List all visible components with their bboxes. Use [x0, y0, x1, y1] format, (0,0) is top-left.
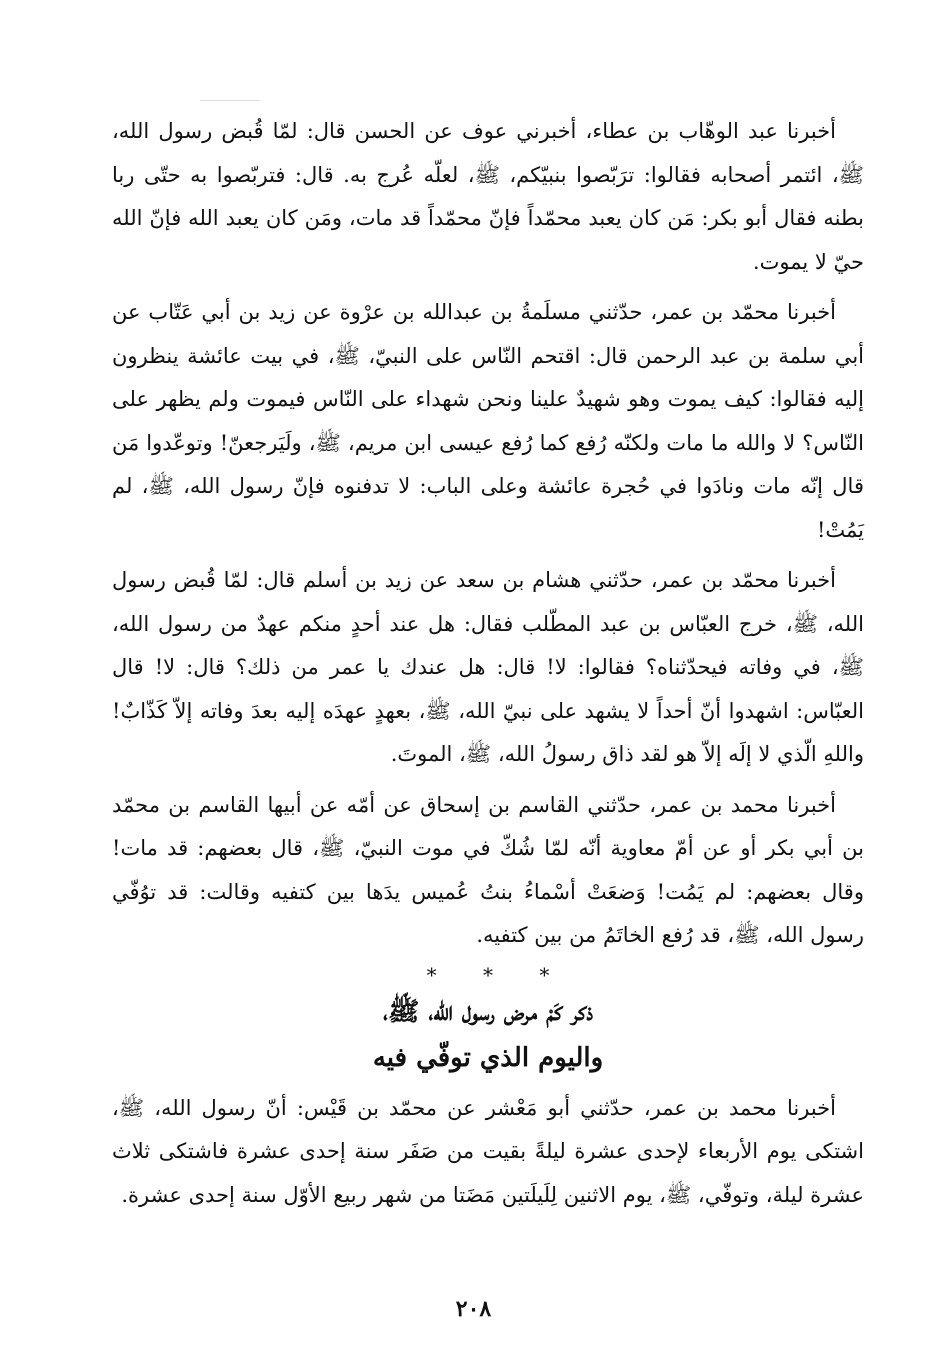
section-heading-line-1: ذكر كَمْ مرض رسول الله، ﷺ، — [382, 996, 594, 1027]
paragraph-4: أخبرنا محمد بن عمر، حدّثني القاسم بن إسحاق عن أمّه عن أبيها القاسم بن محمّد بن أبي بكر أو عن أمّ معاوية أنّه لمّا شُكّ في موت النبيّ، ﷺ، قال بعضهم: قد مات! وقال بعضهم: لم يَمُت! وَضعَتْ أسْماءُ بنتُ عُميس يدَها بين كتفيه وقالت: قد توُفّي رسول الله، ﷺ، قد رُفع الخاتَمُ من بين كتفيه. — [112, 792, 864, 947]
paragraph-1: أخبرنا عبد الوهّاب بن عطاء، أخبرني عوف عن الحسن قال: لمّا قُبض رسول الله، ﷺ، ائتمر أصحابه فقالوا: ترَبّصوا بنبيّكم، ﷺ، لعلّه عُرج به. قال: فتربّصوا به حتّى ربا بطنه فقال أبو بكر: مَن كان يعبد محمّداً فإنّ محمّداً قد مات، ومَن كان يعبد الله فإنّ الله حيّ لا يموت. — [112, 119, 864, 274]
paragraph-2: أخبرنا محمّد بن عمر، حدّثني مسلَمةُ بن عبدالله بن عرْوة عن زيد بن أبي عَتّاب عن أبي سلمة بن عبد الرحمن قال: اقتحم النّاس على النبيّ، ﷺ، في بيت عائشة ينظرون إليه فقالوا: كيف يموت وهو شهيدٌ علينا ونحن شهداء على النّاس فيموت ولم يظهر على النّاس؟ لا والله ما مات ولكنّه رُفع كما رُفع عيسى ابن مريم، ﷺ، ولَيَرجعنّ! وتوعّدوا مَن قال إنّه مات ونادَوا في حُجرة عائشة وعلى الباب: لا تدفنوه فإنّ رسول الله، ﷺ، لم يَمُتْ! — [112, 300, 864, 542]
page-number: ٢٠٨ — [455, 1296, 492, 1322]
section-heading-line-2: واليوم الذي توفّي فيه — [372, 1042, 604, 1073]
section-separator: * * * — [426, 962, 550, 987]
page-scan-mark — [200, 100, 260, 101]
paragraph-3: أخبرنا محمّد بن عمر، حدّثني هشام بن سعد عن زيد بن أسلم قال: لمّا قُبض رسول الله، ﷺ، خرج العبّاس بن عبد المطّلب فقال: هل عند أحدٍ منكم عهدٌ من رسول الله، ﷺ، في وفاته فيحدّثناه؟ فقالوا: لا! قال: هل عندك يا عمر من ذلك؟ قال: لا! قال العبّاس: اشهدوا أنّ أحداً لا يشهد على نبيّ الله، ﷺ، بعهدٍ عهدَه إليه بعدَ وفاته إلاّ كَذّابٌ! واللهِ الّذي لا إلَه إلاّ هو لقد ذاق رسولُ الله، ﷺ، الموتَ. — [112, 568, 864, 766]
paragraph-5: أخبرنا محمد بن عمر، حدّثني أبو مَعْشر عن محمّد بن قَيْس: أنّ رسول الله، ﷺ، اشتكى يوم الأربعاء لإحدى عشرة ليلةً بقيت من صَفَر سنة إحدى عشرة فاشتكى ثلاث عشرة ليلة، وتوفّي، ﷺ، يوم الاثنين لِلَيلَتين مَضَتا من شهر ربيع الأوّل سنة إحدى عشرة. — [112, 1095, 864, 1207]
section-heading — [112, 989, 864, 1081]
page-body — [112, 110, 864, 1224]
